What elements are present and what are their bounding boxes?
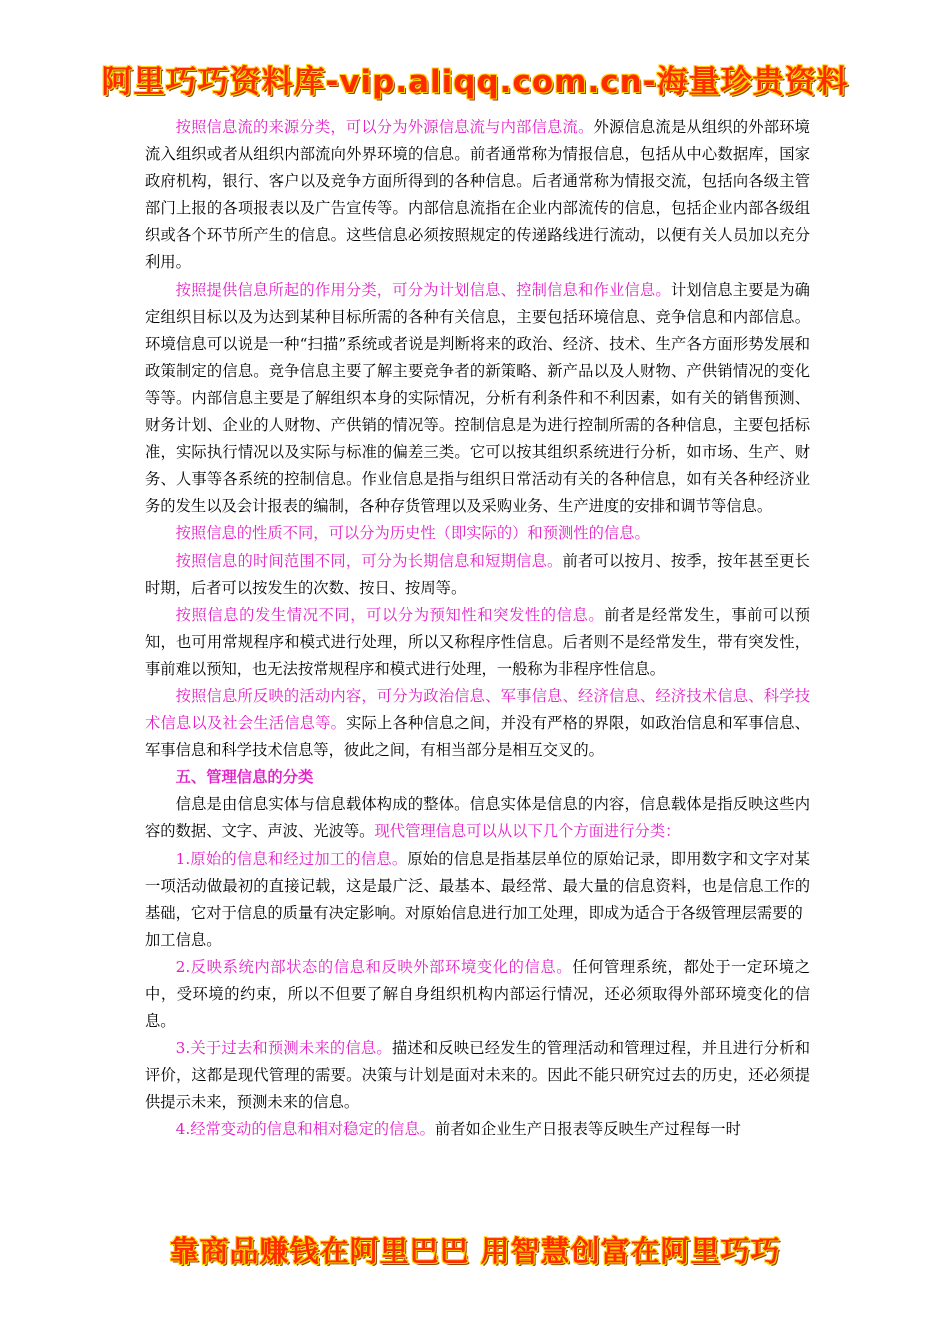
item-lead: 4.经常变动的信息和相对稳定的信息。 [175, 1120, 435, 1139]
item-original-information-tail: 加工信息。 [145, 930, 222, 949]
item-lead: 3.关于过去和预测未来的信息。 [175, 1039, 392, 1058]
item-lead: 2.反映系统内部状态的信息和反映外部环境变化的信息。 [175, 957, 573, 976]
document-body [145, 114, 810, 1144]
paragraph-text: 实际上各种信息之间，并没有严格的界限，如政治信息和军事信息、军事信息和科学技术信息等，彼此之间，有相当部分是相互交叉的。 [145, 714, 810, 760]
highlighted-lead: 按照信息的时间范围不同，可分为长期信息和短期信息。 [175, 551, 563, 570]
paragraph-text: 前者是经常发生，事前可以预知，也可用常规程序和模式进行处理，所以又称程序性信息。后者则不是经常发生，带有突发性，事前难以预知，也无法按常规程序和模式进行处理，一般称为非程序性信息。 [145, 605, 810, 678]
item-text: 前者如企业生产日报表等反映生产过程每一时 [434, 1120, 741, 1139]
section-heading: 五、管理信息的分类 [175, 768, 314, 787]
paragraph-occurrence-classification [145, 602, 810, 683]
header-banner: 阿里巧巧资料库-vip.aliqq.com.cn-海量珍贵资料 [101, 64, 849, 100]
highlighted-lead: 按照提供信息所起的作用分类，可分为计划信息、控制信息和作业信息。 [175, 280, 671, 299]
section-intro [145, 791, 810, 845]
highlighted-lead: 按照信息的发生情况不同，可以分为预知性和突发性的信息。 [175, 605, 605, 624]
paragraph-time-classification [145, 548, 810, 602]
highlighted-lead: 按照信息所反映的活动内容，可分为政治信息、军事信息、经济信息、经济技术信息、科学技术信息以及社会生活信息等。 [145, 686, 810, 733]
paragraph-text: 计划信息主要是为确定组织目标以及为达到某种目标所需的各种有关信息，主要包括环境信息、竞争信息和内部信息。环境信息可以说是一种“扫描”系统或者说是判断将来的政治、经济、技术、生产各方面形势发展和政策制定的信息。竞争信息主要了解主要竞争者的新策略、新产品以及人财物、产供销情况的变化等等。内部信息主要是了解组织本身的实际情况，分析有利条件和不利因素，如有关的销售预测、财务计划、企业的人财物、产供销的情况等。控制信息是为进行控制所需的各种信息，主要包括标准，实际执行情况以及实际与标准的偏差三类。它可以按其组织系统进行分析，如市场、生产、财务、人事等各系统的控制信息。作业信息是指与组织日常活动有关的各种信息，如有关各种经济业务的发生以及会计报表的编制，各种存货管理以及采购业务、生产进度的安排和调节等信息。 [145, 280, 810, 516]
highlighted-lead: 按照信息流的来源分类，可以分为外源信息流与内部信息流。 [175, 118, 594, 136]
paragraph-text: 前者可以按月、按季，按年甚至更长时期，后者可以按发生的次数、按日、按周等。 [145, 551, 810, 597]
item-internal-external [145, 954, 810, 1035]
item-lead: 1.原始的信息和经过加工的信息。 [175, 849, 408, 868]
paragraph-nature-classification [145, 520, 810, 547]
item-changing-stable [145, 1116, 810, 1143]
paragraph-text: 外源信息流是从组织的外部环境流入组织或者从组织内部流向外界环境的信息。前者通常称为情报信息，包括从中心数据库，国家政府机构，银行、客户以及竞争方面所得到的各种信息。后者通常称为情报交流，包括向各级主管部门上报的各项报表以及广告宣传等。内部信息流指在企业内部流传的信息，包括企业内部各级组织或各个环节所产生的信息。这些信息必须按照规定的传递路线进行流动，以便有关人员加以充分利用。 [145, 118, 810, 272]
highlighted-lead: 按照信息的性质不同，可以分为历史性（即实际的）和预测性的信息。 [175, 524, 650, 543]
item-past-future [145, 1035, 810, 1116]
item-text: 任何管理系统，都处于一定环境之中，受环境的约束，所以不但要了解自身组织机构内部运行情况，还必须取得外部环境变化的信息。 [145, 957, 810, 1031]
item-text: 描述和反映已经发生的管理活动和管理过程，并且进行分析和评价，这都是现代管理的需要。决策与计划是面对未来的。因此不能只研究过去的历史，还必须提供提示未来，预测未来的信息。 [145, 1039, 810, 1112]
paragraph-source-classification [145, 114, 810, 277]
footer-banner: 靠商品赚钱在阿里巴巴 用智慧创富在阿里巧巧 [169, 1234, 781, 1268]
paragraph-text: 信息是由信息实体与信息载体构成的整体。信息实体是信息的内容，信息载体是指反映这些内容的数据、文字、声波、光波等。 [145, 795, 810, 841]
highlighted-lead: 现代管理信息可以从以下几个方面进行分类： [374, 822, 681, 841]
paragraph-function-classification [145, 277, 810, 521]
item-original-information [145, 846, 810, 927]
item-text: 原始的信息是指基层单位的原始记录，即用数字和文字对某一项活动做最初的直接记载，这是最广泛、最基本、最经常、最大量的信息资料，也是信息工作的基础，它对于信息的质量有决定影响。对原始信息进行加工处理，即成为适合于各级管理层需要的 [145, 849, 810, 922]
paragraph-content-classification [145, 683, 810, 764]
